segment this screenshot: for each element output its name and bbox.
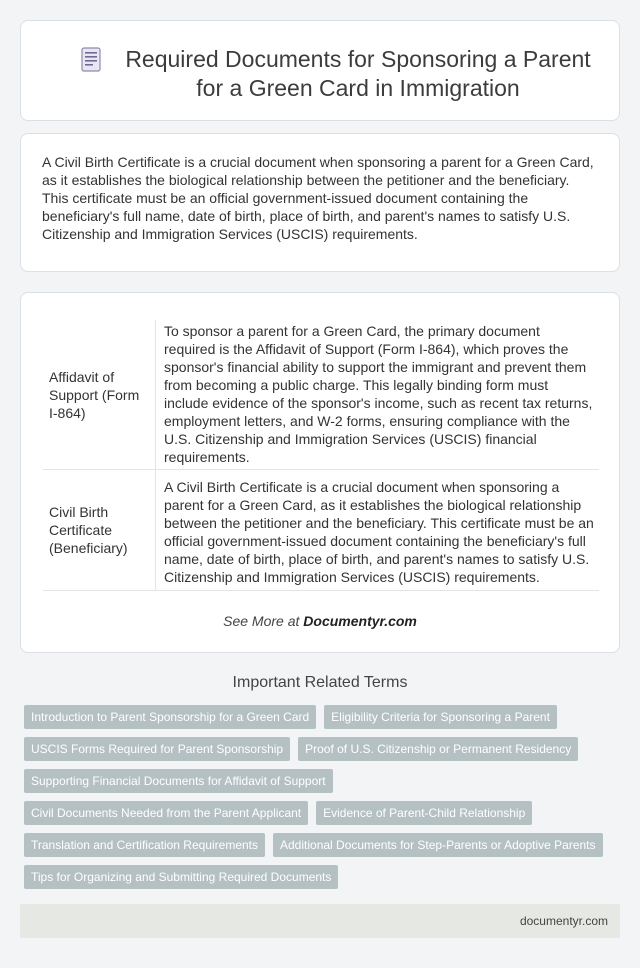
- intro-text: A Civil Birth Certificate is a crucial document when sponsoring a parent for a Green Card, as it establishes the biological relationship between the petitioner and the beneficiary. This certificate must be an official government-issued document containing the beneficiary's full name, date of birth, place of birth, and parent's names to satisfy U.S. Citizenship and Immigration Services (USCIS) requirements.: [42, 154, 594, 242]
- document-name: Affidavit of Support (Form I-864): [49, 368, 140, 421]
- related-terms-row: [24, 865, 624, 889]
- intro-card: [20, 133, 620, 272]
- related-term-tag[interactable]: Tips for Organizing and Submitting Required Documents: [24, 865, 338, 889]
- documents-table: [43, 320, 599, 591]
- related-terms-list: [24, 705, 624, 897]
- related-term-tag[interactable]: Evidence of Parent-Child Relationship: [316, 801, 532, 825]
- document-name: Civil Birth Certificate (Beneficiary): [49, 504, 128, 556]
- related-term-tag[interactable]: Translation and Certification Requirements: [24, 833, 265, 857]
- related-terms-row: [24, 833, 624, 857]
- see-more-prefix: See More at: [223, 613, 304, 629]
- related-term-tag[interactable]: Additional Documents for Step-Parents or Adoptive Parents: [273, 833, 603, 857]
- related-term-tag[interactable]: Eligibility Criteria for Sponsoring a Parent: [324, 705, 557, 729]
- related-term-tag[interactable]: Supporting Financial Documents for Affidavit of Support: [24, 769, 333, 793]
- related-terms-row: [24, 769, 624, 793]
- related-term-tag[interactable]: Proof of U.S. Citizenship or Permanent Residency: [298, 737, 578, 761]
- footer: [20, 904, 620, 938]
- table-row: [43, 320, 599, 470]
- see-more-link[interactable]: [21, 613, 619, 629]
- see-more-site[interactable]: Documentyr.com: [303, 613, 417, 629]
- related-term-tag[interactable]: Civil Documents Needed from the Parent Applicant: [24, 801, 308, 825]
- related-terms-row: [24, 801, 624, 825]
- related-terms-row: [24, 705, 624, 729]
- table-row: [43, 470, 599, 591]
- footer-site[interactable]: documentyr.com: [519, 914, 608, 928]
- document-description: To sponsor a parent for a Green Card, the primary document required is the Affidavit of Support (Form I-864), which proves the sponsor's financial ability to support the immigrant and prevent them from becoming a public charge. This legally binding form must include evidence of the sponsor's income, such as recent tax returns, employment letters, and W-2 forms, ensuring compliance with the U.S. Citizenship and Immigration Services (USCIS) financial requirements.: [164, 323, 593, 465]
- related-terms-title: Important Related Terms: [232, 674, 408, 691]
- document-icon: [81, 47, 101, 72]
- header-card: [20, 20, 620, 121]
- documents-card: [20, 292, 620, 653]
- page-title: Required Documents for Sponsoring a Parent for a Green Card in Immigration: [125, 46, 591, 101]
- document-description: A Civil Birth Certificate is a crucial document when sponsoring a parent for a Green Card, as it establishes the biological relationship between the petitioner and the beneficiary. This certificate must be an official government-issued document containing the beneficiary's full name, date of birth, place of birth, and parent's names to satisfy U.S. Citizenship and Immigration Services (USCIS) requirements.: [164, 479, 594, 585]
- related-term-tag[interactable]: USCIS Forms Required for Parent Sponsorship: [24, 737, 290, 761]
- related-term-tag[interactable]: Introduction to Parent Sponsorship for a Green Card: [24, 705, 316, 729]
- related-terms-row: [24, 737, 624, 761]
